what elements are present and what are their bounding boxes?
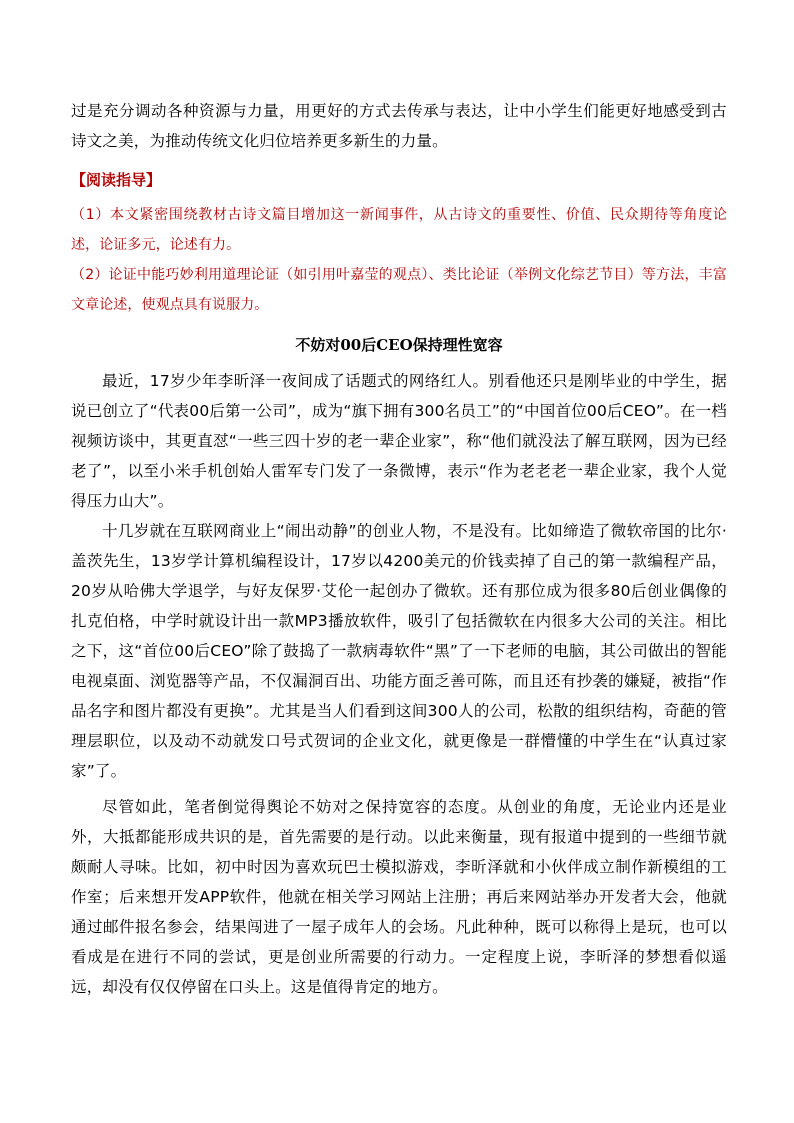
article-paragraph-2: 十几岁就在互联网商业上“闹出动静”的创业人物，不是没有。比如缔造了微软帝国的比尔·盖茨先生，13岁学计算机编程设计，17岁以4200美元的价钱卖掉了自己的第一款编程产品，20岁从哈佛大学退学，与好友保罗·艾伦一起创办了微软。还有那位成为很多80后创业偶像的扎克伯格，中学时就设计出一款MP3播放软件，吸引了包括微软在内很多大公司的关注。相比之下，这“首位00后CEO”除了鼓捣了一款病毒软件“黑”了一下老师的电脑，其公司做出的智能电视桌面、浏览器等产品，不仅漏洞百出、功能方面乏善可陈，而且还有抄袭的嫌疑，被指“作品名字和图片都没有更换”。尤其是当人们看到这间300人的公司，松散的组织结构，奇葩的管理层职位，以及动不动就发口号式贺词的企业文化，就更像是一群懵懂的中学生在“认真过家家”了。: [71, 522, 727, 780]
intro-paragraph: 过是充分调动各种资源与力量，用更好的方式去传承与表达，让中小学生们能更好地感受到古诗文之美，为推动传统文化归位培养更多新生的力量。: [71, 102, 727, 150]
reading-guide-item-2: （2）论证中能巧妙利用道理论证（如引用叶嘉莹的观点）、类比论证（举例文化综艺节目）等方法，丰富文章论述，使观点具有说服力。: [71, 267, 727, 313]
article-paragraph-1: 最近，17岁少年李昕泽一夜间成了话题式的网络红人。别看他还只是刚毕业的中学生，据说已创立了“代表00后第一公司”，成为“旗下拥有300名员工”的“中国首位00后CEO”。在一档视频访谈中，其更直怼“一些三四十岁的老一辈企业家”，称“他们就没法了解互联网，因为已经老了”，以至小米手机创始人雷军专门发了一条微博，表示“作为老老老一辈企业家，我个人觉得压力山大”。: [71, 372, 727, 510]
reading-guide-item-1: （1）本文紧密围绕教材古诗文篇目增加这一新闻事件，从古诗文的重要性、价值、民众期待等角度论述，论证多元，论述有力。: [71, 207, 727, 253]
article-paragraph-3: 尽管如此，笔者倒觉得舆论不妨对之保持宽容的态度。从创业的角度，无论业内还是业外，大抵都能形成共识的是，首先需要的是行动。以此来衡量，现有报道中提到的一些细节就颇耐人寻味。比如，初中时因为喜欢玩巴士模拟游戏，李昕泽就和小伙伴成立制作新模组的工作室；后来想开发APP软件，他就在相关学习网站上注册；再后来网站举办开发者大会，他就通过邮件报名参会，结果闯进了一屋子成年人的会场。凡此种种，既可以称得上是玩，也可以看成是在进行不同的尝试，更是创业所需要的行动力。一定程度上说，李昕泽的梦想看似遥远，却没有仅仅停留在口头上。这是值得肯定的地方。: [71, 798, 727, 996]
reading-guide-heading: 【阅读指导】: [71, 171, 162, 189]
page-content: [71, 96, 727, 1002]
article-title: 不妨对00后CEO保持理性宽容: [295, 336, 503, 354]
